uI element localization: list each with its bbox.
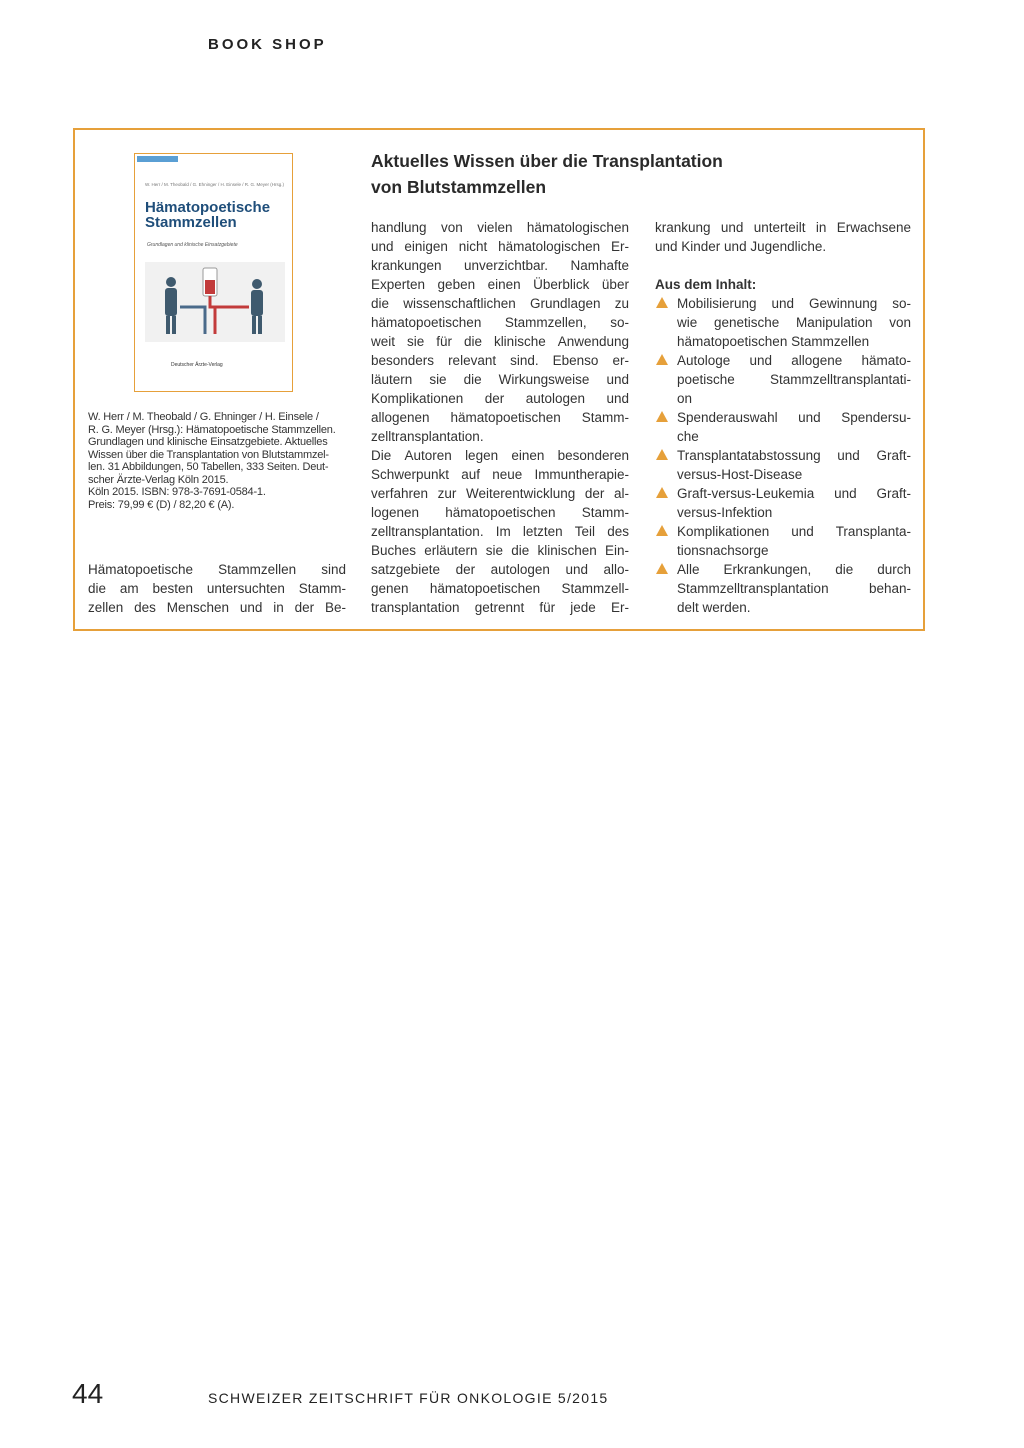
triangle-bullet-icon [656,525,668,536]
section-label: BOOK SHOP [208,36,327,53]
cover-subtitle: Grundlagen und klinische Einsatzgebiete [147,242,238,248]
review-headline: Aktuelles Wissen über die Transplantation von Blutstammzellen [371,151,723,197]
triangle-bullet-icon [656,449,668,460]
cover-publisher: Deutscher Ärzte-Verlag [171,362,223,368]
triangle-bullet-icon [656,487,668,498]
body-column-2: handlung von vielen hämatologischen und einigen nicht hämatologischen Er- krankungen unverzichtbar. Namhafte Experten geben einen Überblick über die wissenschaftlichen Grundlagen zu hämatopoetischen Stammzellen, so- weit sie für die klinische Anwendung besonders relevant sind. Ebenso er- läutern sie die Wirkungsweise und Komplikationen der autologen und allogenen hämatopoetischen Stamm- zelltransplantation. Die Autoren legen einen besonderen Schwerpunkt auf neue Immuntherapie- verfahren zur Weiterentwicklung der al- logenen hämatopoetischen Stamm- zelltransplantation. Im letzten Teil des Buches erläutern sie die klinischen Ein- satzgebiete der autologen und allo- genen hämatopoetischen Stammzell- transplantation getrennt für jede Er- [371,220,629,615]
cover-illustration [145,262,285,342]
triangle-bullet-icon [656,297,668,308]
contents-list-item: Autologe und allogene hämato- poetische Stammzelltransplantati- on [655,351,911,408]
triangle-bullet-icon [656,563,668,574]
contents-list-item: Komplikationen und Transplanta- tionsnachsorge [655,522,911,560]
cover-authors: W. Herr / M. Theobald / G. Ehninger / H. Einsele / R. G. Meyer (Hrsg.) [145,182,284,187]
contents-subheading: Aus dem Inhalt: [655,277,757,292]
book-caption: W. Herr / M. Theobald / G. Ehninger / H. Einsele / R. G. Meyer (Hrsg.): Hämatopoetische Stammzellen. Grundlagen und klinische Einsatzgebiete. Aktuelles Wissen über die Transplantation von Blutstammzel- len. 31 Abbildungen, 50 Tabellen, 333 Seiten. Deut- scher Ärzte-Verlag Köln 2015. Köln 2015. ISBN: 978-3-7691-0584-1. Preis: 79,99 € (D) / 82,20 € (A). [88,411,336,511]
body-column-1: Hämatopoetische Stammzellen sind die am besten untersuchten Stamm- zellen des Menschen und in der Be- [88,562,346,615]
triangle-bullet-icon [656,354,668,365]
page-number: 44 [72,1378,104,1409]
body-column-3: krankung und unterteilt in Erwachsene und Kinder und Jugendliche. Aus dem Inhalt: Mobilisierung und Gewinnung so- wie genetische Manipulation von hämatopoetischen Stammzellen Autologe und allogene hämato- poetische Stammzelltransplantati- on Spenderauswahl und Spendersu- che Transplantatabstossung und Graft- versus-Host-Disease Graft-versus-Leukemia und Graft- versus-Infektion Komplikationen und Transplanta- tionsnachsorge Alle Erkrankungen, die durch Stammzelltransplantation behan- delt werden. [655,220,911,615]
contents-list-item: Mobilisierung und Gewinnung so- wie genetische Manipulation von hämatopoetischen Stammzellen [655,294,911,351]
book-cover-image [134,153,293,392]
contents-list-item: Alle Erkrankungen, die durch Stammzelltransplantation behan- delt werden. [655,560,911,617]
contents-list-item: Spenderauswahl und Spendersu- che [655,408,911,446]
cover-title: Hämatopoetische Stammzellen [145,199,271,231]
contents-list-item: Graft-versus-Leukemia und Graft- versus-Infektion [655,484,911,522]
journal-title: SCHWEIZER ZEITSCHRIFT FÜR ONKOLOGIE 5/2015 [208,1390,609,1406]
triangle-bullet-icon [656,411,668,422]
cover-color-bar [137,156,178,162]
contents-list-item: Transplantatabstossung und Graft- versus-Host-Disease [655,446,911,484]
